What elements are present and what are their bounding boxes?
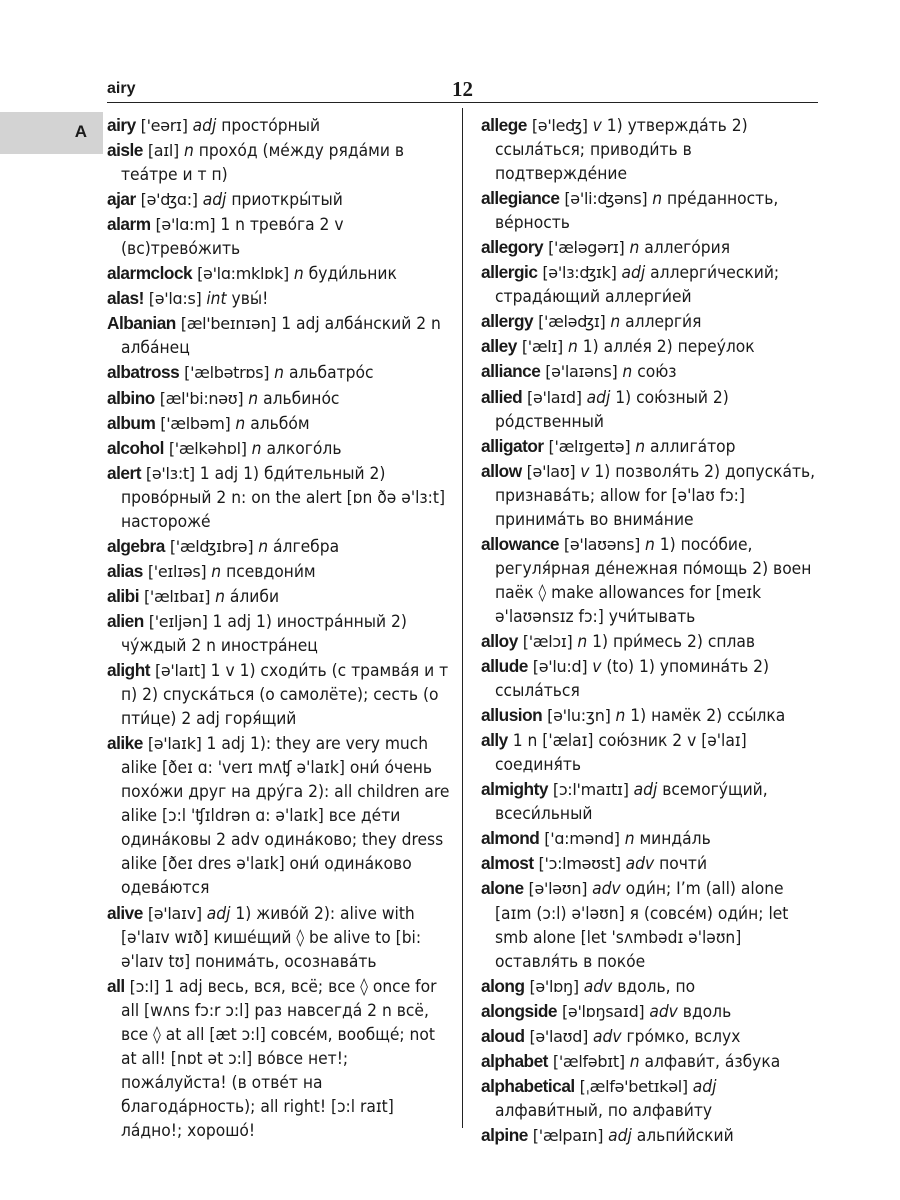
- dictionary-entry: [481, 1074, 821, 1123]
- part-of-speech: n: [258, 536, 269, 557]
- definition: 1 adj весь, вся, всё; все ◊ once for all [wʌns fɔ:r ɔ:l] раз навсегда́ 2 n всё, все ◊ at all [æt ɔ:l] совсе́м, вообще́; not at all! [nɒt ət ɔ:l] во́все нет!; пожа́луйста! (в отве́т на благода́рность); all right! [ɔ:l raɪt] ла́дно!; хорошо́!: [121, 976, 437, 1141]
- dictionary-entry: [107, 584, 452, 609]
- definition: 1) сою́зный 2) ро́дственный: [495, 387, 729, 432]
- headword: albino: [107, 387, 155, 408]
- definition: сою́з: [637, 362, 677, 383]
- dictionary-entry: [481, 999, 821, 1024]
- transcription: ['ælkəhɒl]: [168, 438, 247, 458]
- headword: aloud: [481, 1025, 525, 1046]
- definition: вдоль, по: [617, 976, 696, 997]
- part-of-speech: n: [567, 337, 578, 358]
- transcription: [ə'lu:ʒn]: [547, 706, 611, 726]
- headword: alloy: [481, 630, 518, 651]
- definition: 1 n ['ælaɪ] сою́зник 2 v [ə'laɪ] соединя́ть: [495, 731, 747, 776]
- definition: алкого́ль: [266, 438, 342, 459]
- right-column: [481, 113, 821, 1148]
- dictionary-entry: [107, 138, 452, 187]
- definition: 1) живо́й 2): alive with [ə'laɪv wɪð] кише́щий ◊ be alive to [bi: ə'laɪv tʊ] понима́ть, осознава́ть: [121, 903, 422, 972]
- transcription: ['ælәgәrɪ]: [548, 238, 625, 258]
- part-of-speech: v: [580, 461, 590, 482]
- headword: allegory: [481, 237, 544, 258]
- headword: alike: [107, 733, 143, 754]
- headword: allusion: [481, 705, 543, 726]
- headword: alley: [481, 336, 517, 357]
- transcription: [ə'leʤ]: [531, 116, 588, 135]
- definition: почти́: [659, 854, 708, 875]
- definition: минда́ль: [639, 829, 711, 850]
- page-header: [107, 78, 818, 103]
- transcription: [ə'laʊ]: [526, 461, 576, 481]
- transcription: [ə'lu:d]: [532, 657, 588, 677]
- definition: 1) при́месь 2) сплав: [592, 631, 756, 652]
- headword: allegiance: [481, 188, 560, 209]
- definition: аллего́рия: [644, 238, 731, 259]
- definition: оди́н; I’m (all) alone [aɪm (ɔ:l) ə'ləʊn] я (совсе́м) оди́н; let smb alone [let 'sʌmbədɪ ə'ləʊn] оставля́ть в поко́е: [495, 879, 789, 972]
- transcription: ['ɑ:mənd]: [544, 829, 620, 849]
- definition: алфави́тный, по алфави́ту: [495, 1100, 713, 1121]
- dictionary-entry: [481, 532, 821, 629]
- transcription: ['ælbətrɒs]: [184, 363, 270, 383]
- transcription: [ə'lɑ:s]: [148, 289, 202, 309]
- definition: (to) 1) упомина́ть 2) ссыла́ться: [495, 657, 770, 702]
- dictionary-entry: [481, 876, 821, 973]
- transcription: ['ælɪbaɪ]: [143, 586, 211, 606]
- part-of-speech: adv: [593, 1026, 622, 1047]
- headword: all: [107, 975, 125, 996]
- headword: alarm: [107, 214, 151, 235]
- transcription: [ɔ:l'maɪtɪ]: [552, 780, 629, 800]
- headword: allied: [481, 386, 523, 407]
- dictionary-entry: [107, 534, 452, 559]
- part-of-speech: adv: [583, 976, 613, 997]
- headword: alongside: [481, 1000, 558, 1021]
- transcription: [aɪl]: [147, 141, 179, 161]
- transcription: [ə'laʊəns]: [563, 534, 641, 554]
- headword: alphabetical: [481, 1075, 575, 1096]
- part-of-speech: adj: [202, 190, 227, 211]
- dictionary-entry: [107, 187, 452, 212]
- part-of-speech: n: [211, 561, 222, 582]
- dictionary-entry: [481, 703, 821, 728]
- definition: альбатро́с: [288, 363, 374, 384]
- part-of-speech: n: [624, 829, 635, 850]
- part-of-speech: n: [215, 586, 225, 607]
- headword: almighty: [481, 779, 548, 800]
- part-of-speech: adv: [592, 879, 621, 900]
- transcription: [ə'laɪt]: [154, 661, 206, 681]
- headword: aisle: [107, 140, 143, 161]
- definition: альпи́йский: [636, 1125, 734, 1146]
- letter-tab-label: A: [74, 122, 87, 141]
- transcription: [ə'lɒŋsaɪd]: [561, 1001, 645, 1021]
- dictionary-entry: [481, 826, 821, 851]
- guide-word: airy: [107, 80, 136, 97]
- dictionary-entry: [481, 334, 821, 359]
- definition: вдоль: [682, 1001, 732, 1022]
- headword: alligator: [481, 435, 544, 456]
- transcription: [ə'ləʊn]: [528, 879, 588, 899]
- part-of-speech: n: [235, 413, 246, 434]
- definition: альбо́м: [250, 413, 310, 434]
- dictionary-entry: [481, 309, 821, 334]
- transcription: [ə'lɒŋ]: [529, 976, 579, 996]
- headword: allergic: [481, 262, 538, 283]
- definition: 1 adj 1) бди́тельный 2) прово́рный 2 n: on the alert [ɒn ðə ə'lɜ:t] настороже́: [121, 463, 446, 532]
- transcription: ['ɔ:lməʊst]: [538, 854, 621, 874]
- transcription: ['eɪlɪəs]: [147, 561, 207, 581]
- dictionary-entry: [107, 731, 452, 900]
- dictionary-entry: [481, 1024, 821, 1049]
- dictionary-entry: [107, 901, 452, 974]
- headword: alien: [107, 610, 144, 631]
- dictionary-entry: [481, 851, 821, 876]
- part-of-speech: n: [610, 312, 621, 333]
- left-column: [107, 113, 452, 1143]
- definition: 1) намёк 2) ссы́лка: [630, 706, 786, 727]
- part-of-speech: n: [293, 264, 304, 285]
- dictionary-entry: [107, 974, 452, 1143]
- definition: алфави́т, а́збука: [644, 1051, 781, 1072]
- part-of-speech: v: [592, 116, 602, 136]
- headword: alarmclock: [107, 263, 193, 284]
- definition: буди́льник: [308, 264, 397, 285]
- part-of-speech: adj: [192, 116, 217, 136]
- headword: alpine: [481, 1124, 528, 1145]
- dictionary-entry: [481, 728, 821, 777]
- transcription: [ɔ:l]: [129, 976, 160, 996]
- transcription: ['eərɪ]: [140, 116, 188, 135]
- dictionary-entry: [481, 629, 821, 654]
- part-of-speech: n: [635, 436, 646, 457]
- transcription: [ə'laʊd]: [529, 1026, 589, 1046]
- part-of-speech: n: [652, 189, 663, 210]
- headword: alias: [107, 560, 143, 581]
- dictionary-entry: [481, 235, 821, 260]
- part-of-speech: n: [629, 1051, 640, 1072]
- transcription: [ə'laɪəns]: [545, 362, 618, 382]
- dictionary-entry: [107, 261, 452, 286]
- headword: alcohol: [107, 437, 164, 458]
- part-of-speech: n: [248, 388, 259, 409]
- headword: alert: [107, 462, 141, 483]
- dictionary-entry: [107, 559, 452, 584]
- headword: allowance: [481, 533, 559, 554]
- headword: alibi: [107, 585, 140, 606]
- headword: ajar: [107, 189, 136, 210]
- definition: просто́рный: [221, 116, 321, 136]
- dictionary-entry: [481, 359, 821, 384]
- dictionary-entry: [481, 1123, 821, 1148]
- headword: allege: [481, 115, 527, 135]
- part-of-speech: n: [629, 238, 640, 259]
- part-of-speech: adj: [608, 1125, 632, 1146]
- dictionary-entry: [481, 654, 821, 703]
- transcription: [ə'laɪv]: [147, 903, 202, 923]
- part-of-speech: n: [274, 363, 285, 384]
- part-of-speech: adj: [692, 1076, 717, 1097]
- definition: аллерги́я: [625, 312, 702, 333]
- part-of-speech: n: [615, 706, 626, 727]
- letter-thumb-tab: [0, 112, 103, 154]
- part-of-speech: adj: [621, 263, 646, 284]
- definition: прохо́д (ме́жду ряда́ми в теа́тре и т п): [121, 141, 404, 186]
- dictionary-entry: [107, 658, 452, 731]
- definition: увы́!: [231, 289, 269, 310]
- transcription: [ə'ʤɑ:]: [140, 190, 198, 210]
- headword: alight: [107, 660, 150, 681]
- definition: приоткры́тый: [231, 190, 343, 211]
- definition: 1 v 1) сходи́ть (с трамва́я и т п) 2) спуска́ться (о самолёте); сесть (о пти́це) 2 adj горя́щий: [121, 661, 449, 730]
- definition: 1) алле́я 2) переу́лок: [582, 337, 755, 358]
- transcription: [ə'lɜ:ʤɪk]: [542, 263, 617, 283]
- dictionary-entry: [107, 386, 452, 411]
- definition: 1 adj 1): they are very much alike [ðeɪ ɑ: 'verɪ mʌʧ ə'laɪk] они́ о́чень похо́жи друг на дру́га 2): all children are alike [ɔ:l 'ʧɪldrən ɑ: ə'laɪk] все де́ти одина́ковы 2 adv одина́ково; they dress alike [ðeɪ dres ə'laɪk] они́ одина́ково одева́ются: [121, 734, 450, 899]
- headword: alas!: [107, 288, 144, 309]
- transcription: [ˌælfə'betɪkəl]: [579, 1076, 688, 1096]
- dictionary-entry: [481, 459, 821, 532]
- transcription: ['eɪljən]: [148, 611, 208, 631]
- part-of-speech: n: [251, 438, 262, 459]
- page-number: 12: [452, 77, 473, 101]
- transcription: [æl'bi:nəʊ]: [159, 388, 244, 408]
- transcription: ['æləʤɪ]: [538, 312, 606, 332]
- headword: algebra: [107, 535, 165, 556]
- dictionary-entry: [481, 1049, 821, 1074]
- dictionary-entry: [107, 311, 452, 360]
- headword: alive: [107, 902, 143, 923]
- headword: along: [481, 975, 525, 996]
- definition: 1 n трево́га 2 v (вс)трево́жить: [121, 215, 344, 260]
- dictionary-entry: [481, 434, 821, 459]
- part-of-speech: int: [206, 289, 227, 310]
- definition: а́либи: [229, 586, 280, 607]
- dictionary-entry: [481, 974, 821, 999]
- part-of-speech: adj: [206, 903, 231, 924]
- column-divider: [462, 108, 463, 1128]
- definition: 1 adj алба́нский 2 n алба́нец: [121, 314, 441, 359]
- headword: albatross: [107, 362, 180, 383]
- part-of-speech: v: [592, 657, 602, 678]
- definition: всемогу́щий, всеси́льный: [495, 780, 768, 825]
- definition: пре́данность, ве́рность: [495, 189, 779, 234]
- dictionary-entry: [481, 777, 821, 826]
- definition: гро́мко, вслух: [626, 1026, 741, 1047]
- transcription: [ə'laɪd]: [527, 387, 582, 407]
- definition: 1) позволя́ть 2) допуска́ть, признава́ть; allow for [ə'laʊ fɔ:] принима́ть во внима́ние: [495, 461, 816, 530]
- part-of-speech: n: [577, 631, 588, 652]
- headword: almond: [481, 828, 540, 849]
- transcription: [ə'lɑ:mklɒk]: [197, 264, 289, 284]
- part-of-speech: adv: [649, 1001, 678, 1022]
- transcription: [ə'laɪk]: [147, 734, 202, 754]
- definition: 1) посо́бие, регуля́рная де́нежная по́мощь 2) воен паёк ◊ make allowances for [meɪk ə'laʊənsɪz fɔ:] учи́тывать: [495, 534, 812, 627]
- headword: allow: [481, 460, 522, 481]
- part-of-speech: n: [183, 141, 194, 162]
- dictionary-entry: [107, 436, 452, 461]
- headword: alliance: [481, 361, 541, 382]
- dictionary-entry: [481, 113, 821, 186]
- transcription: ['ælpaɪn]: [532, 1125, 604, 1145]
- transcription: ['ælbəm]: [160, 413, 231, 433]
- dictionary-entry: [107, 360, 452, 385]
- headword: alphabet: [481, 1050, 548, 1071]
- definition: аллерги́ческий; страда́ющий аллерги́ей: [495, 263, 780, 308]
- dictionary-entry: [107, 212, 452, 261]
- definition: аллига́тор: [650, 436, 736, 457]
- headword: ally: [481, 730, 508, 751]
- definition: а́лгебра: [273, 536, 340, 557]
- part-of-speech: n: [622, 362, 633, 383]
- definition: псевдони́м: [226, 561, 316, 582]
- dictionary-entry: [481, 186, 821, 235]
- part-of-speech: adj: [586, 387, 611, 408]
- definition: альбино́с: [263, 388, 340, 409]
- dictionary-entry: [107, 411, 452, 436]
- transcription: [ə'lɑ:m]: [155, 215, 216, 235]
- dictionary-entry: [481, 260, 821, 309]
- transcription: [ə'lɜ:t]: [145, 463, 195, 483]
- transcription: [ə'li:ʤəns]: [564, 189, 648, 209]
- headword: airy: [107, 115, 136, 135]
- dictionary-entry: [107, 286, 452, 311]
- transcription: ['ælɪ]: [521, 337, 563, 357]
- definition: 1 adj 1) иностра́нный 2) чу́ждый 2 n иностра́нец: [121, 611, 407, 656]
- headword: allude: [481, 656, 528, 677]
- transcription: ['ælɔɪ]: [522, 631, 573, 651]
- transcription: ['ælfəbɪt]: [552, 1051, 625, 1071]
- part-of-speech: adj: [633, 780, 658, 801]
- part-of-speech: n: [645, 534, 655, 555]
- dictionary-entry: [481, 385, 821, 434]
- definition: 1) утвержда́ть 2) ссыла́ться; приводи́ть в подтвержде́ние: [495, 116, 748, 185]
- dictionary-entry: [107, 461, 452, 534]
- dictionary-entry: [107, 609, 452, 658]
- headword: alone: [481, 878, 524, 899]
- headword: almost: [481, 853, 534, 874]
- headword: Albanian: [107, 313, 176, 334]
- part-of-speech: adv: [625, 854, 655, 875]
- headword: allergy: [481, 311, 534, 332]
- transcription: ['ælʤɪbrə]: [169, 536, 254, 556]
- transcription: ['ælɪgeɪtə]: [548, 436, 631, 456]
- dictionary-entry: [107, 113, 452, 138]
- transcription: [æl'beɪnɪən]: [180, 314, 277, 334]
- headword: album: [107, 412, 156, 433]
